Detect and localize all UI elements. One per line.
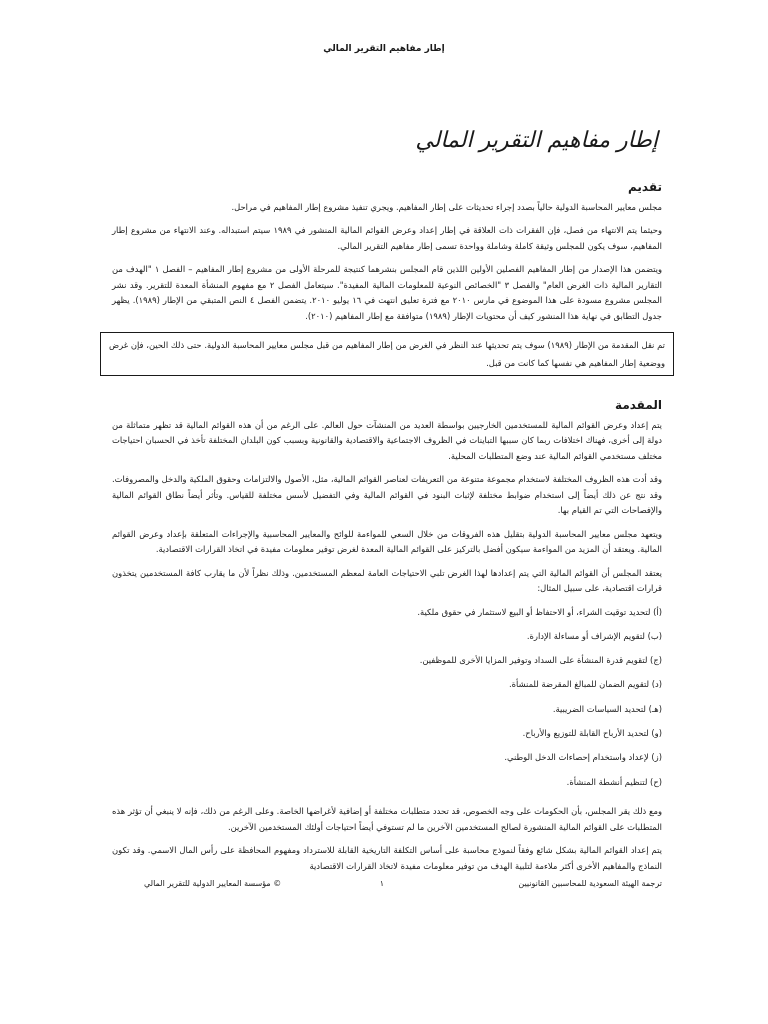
paragraph: ويتضمن هذا الإصدار من إطار المفاهيم الفصلين الأولين اللذين قام المجلس بنشرهما كنتيجة للمرحلة الأولى من مشروع إطار المفاهيم – الفصل ١ "الهدف من التقارير المالية ذات الغرض العام" والفصل ٣ "الخصائص النوعية للمعلومات المالية المفيدة". سيتعامل الفصل ٢ مع مفهوم المنشأة المعدة للتقرير. وقد نشر المجلس مشروع مسودة على هذا الموضوع في مارس ٢٠١٠ مع فترة تعليق انتهت في ١٦ يوليو ٢٠١٠. يتضمن الفصل ٤ النص المتبقي من الإطار (١٩٨٩). يظهر جدول التطابق في نهاية هذا المنشور كيف أن محتويات الإطار (١٩٨٩) متوافقة مع إطار المفاهيم (٢٠١٠).	[112, 264, 663, 321]
page-number: ١	[379, 879, 384, 888]
paragraph: ويتعهد مجلس معايير المحاسبة الدولية بتقليل هذه الفروقات من خلال السعي للمواءمة للوائح والمعايير المحاسبية والإجراءات المتعلقة بإعداد وعرض القوائم المالية. ويعتقد أن المزيد من المواءمة سيكون أفضل بالتركيز على القوائم المالية المعدة لغرض توفير معلومات مفيدة في اتخاذ القرارات الاقتصادية.	[112, 528, 662, 554]
section-heading-introduction: المقدمة	[615, 398, 662, 412]
running-header: إطار مفاهيم التقرير المالي	[323, 44, 445, 54]
list-item: (هـ) لتحديد السياسات الضريبية.	[552, 703, 662, 714]
section-heading-foreword: تقديم	[628, 180, 662, 194]
footer-translator: ترجمة الهيئة السعودية للمحاسبين القانونيين	[518, 879, 662, 888]
list-item: (أ) لتحديد توقيت الشراء، أو الاحتفاظ أو البيع لاستثمار في حقوق ملكية.	[417, 606, 662, 617]
paragraph: وقد أدت هذه الظروف المختلفة لاستخدام مجموعة متنوعة من التعريفات لعناصر القوائم المالية، مثل، الأصول والالتزامات وحقوق الملكية والدخل والمصروفات. وقد نتج عن ذلك أيضاً إلى استخدام ضوابط مختلفة لإثبات البنود في القوائم المالية وفي التفضيل لأسس مختلفة للقياس. وتأثر أيضاً نطاق القوائم المالية والإفصاحات التي تم القيام بها.	[112, 474, 662, 515]
decisions-list	[112, 605, 662, 791]
document-body	[109, 180, 666, 882]
paragraph: يتم إعداد القوائم المالية بشكل شائع وفقاً لنموذج محاسبة على أساس التكلفة التاريخية القابلة للاسترداد ومفهوم المحافظة على رأس المال الاسمي. وقد تكون النماذج والمفاهيم الأخرى أكثر ملاءمة لتلبية الهدف من توفير معلومات مفيدة لاتخاذ القرارات الاقتصادية	[112, 845, 662, 871]
paragraph: مجلس معايير المحاسبة الدولية حالياً بصدد إجراء تحديثات على إطار المفاهيم. ويجري تنفيذ مشروع إطار المفاهيم في مراحل.	[231, 201, 662, 212]
document-title: إطار مفاهيم التقرير المالي	[415, 128, 658, 153]
paragraph: وحيثما يتم الانتهاء من فصل، فإن الفقرات ذات العلاقة في إطار إعداد وعرض القوائم المالية المنشور في ١٩٨٩ سيتم استبداله. وعند الانتهاء من مشروع إطار المفاهيم، سوف يكون للمجلس وثيقة كاملة وشاملة وواحدة تسمى إطار مفاهيم التقرير المالي.	[112, 225, 663, 251]
list-item: (ب) لتقويم الإشراف أو مساءلة الإدارة.	[526, 630, 662, 641]
list-item: (ح) لتنظيم أنشطة المنشأة.	[566, 776, 662, 787]
list-item: (ز) لإعداد واستخدام إحصاءات الدخل الوطني.	[504, 752, 662, 763]
footer-copyright: © مؤسسة المعايير الدولية للتقرير المالي	[144, 879, 282, 888]
list-item: (و) لتحديد الأرباح القابلة للتوزيع والأرباح.	[522, 727, 662, 738]
paragraph: يعتقد المجلس أن القوائم المالية التي يتم إعدادها لهذا الغرض تلبي الاحتياجات العامة لمعظم المستخدمين. وذلك نظراً لأن ما يقارب كافة المستخدمين يتخذون قرارات اقتصادية، على سبيل المثال:	[112, 567, 662, 593]
list-item: (د) لتقويم الضمان للمبالغ المقرضة للمنشأة.	[508, 679, 662, 690]
paragraph: يتم إعداد وعرض القوائم المالية للمستخدمين الخارجيين بواسطة العديد من المنشآت حول العالم. على الرغم من أن هذه القوائم المالية قد تظهر متماثلة من دولة إلى أخرى، فهناك اختلافات ربما كان سببها التباينات في الظروف الاجتماعية والاقتصادية والقانونية وبسبب كون البلدان المختلفة تأخذ في الحسبان احتياجات مختلف مستخدمي القوائم المالية عند وضع المتطلبات المحلية.	[112, 419, 662, 461]
list-item: (ج) لتقويم قدرة المنشأة على السداد وتوفير المزايا الأخرى للموظفين.	[419, 655, 662, 666]
paragraph: ومع ذلك يقر المجلس، بأن الحكومات على وجه الخصوص، قد تحدد متطلبات مختلفة أو إضافية لأغراضها الخاصة. وعلى الرغم من ذلك، فإنه لا ينبغي أن تؤثر هذه المتطلبات على القوائم المالية المنشورة لصالح المستخدمين الآخرين ما لم تستوفي أيضاً احتياجات أولئك المستخدمين الآخرين.	[112, 806, 662, 832]
note-box: تم نقل المقدمة من الإطار (١٩٨٩) سوف يتم تحديثها عند النظر في الغرض من إطار المفاهيم من قبل مجلس معايير المحاسبة الدولية. حتى ذلك الحين، فإن غرض ووضعية إطار المفاهيم هي نفسها كما كانت من قبل.	[100, 332, 674, 376]
